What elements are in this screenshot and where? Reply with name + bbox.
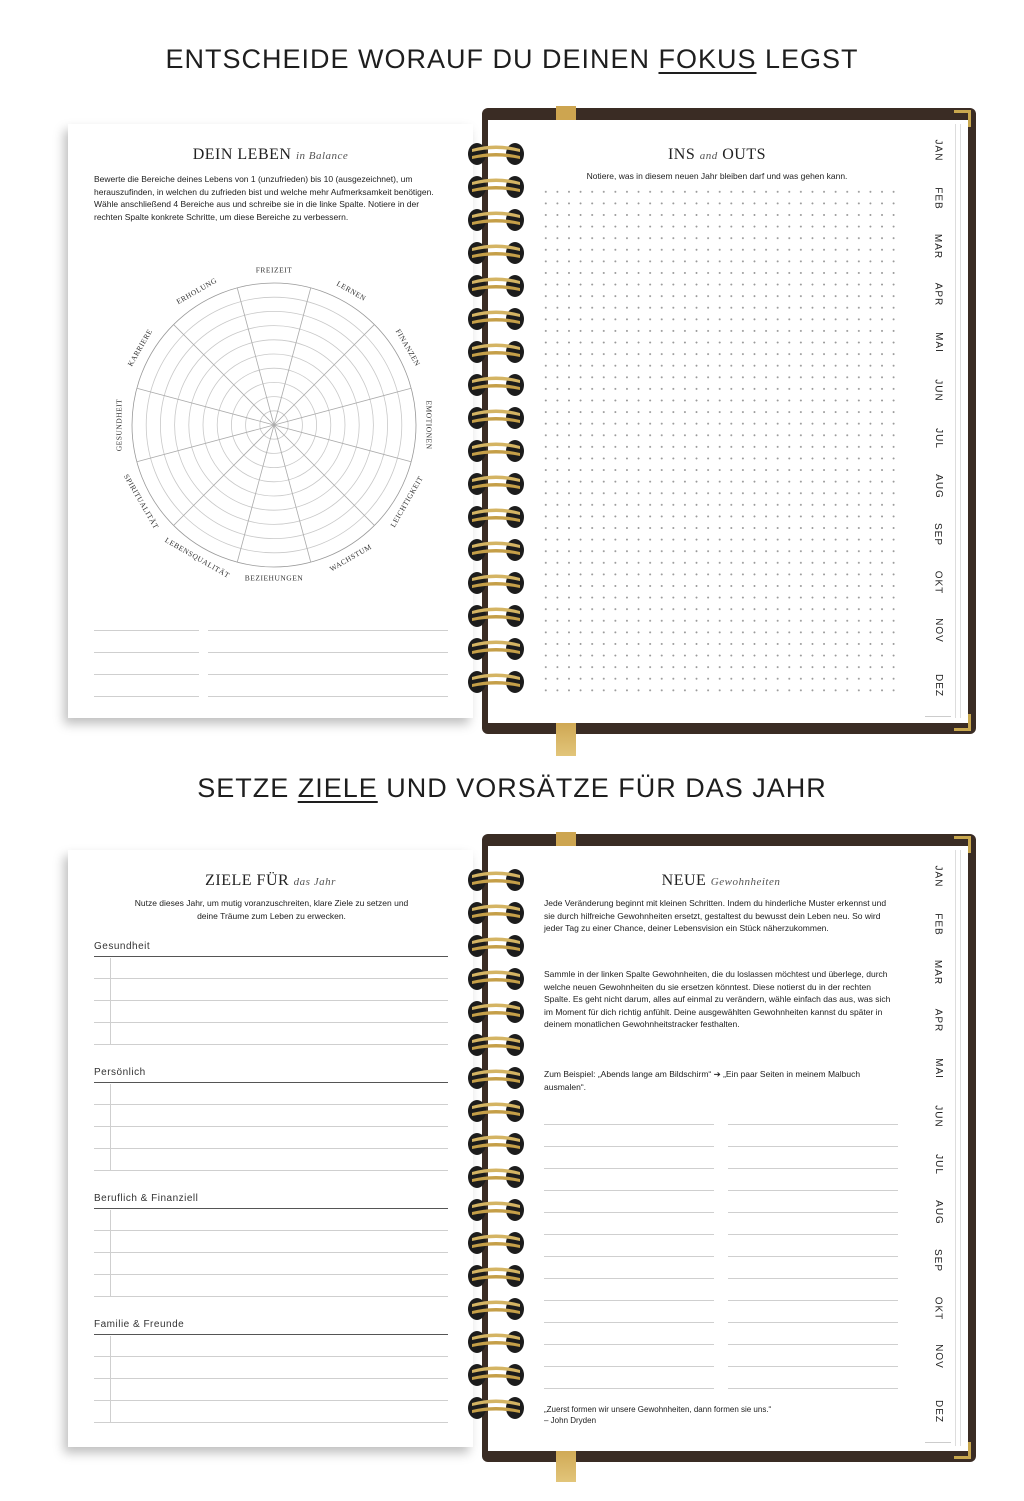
heading-focus-emphasis: FOKUS [658, 44, 757, 74]
heading-focus-after: LEGST [756, 44, 859, 74]
ribbon-bottom [556, 1446, 576, 1482]
wheel-spoke [274, 425, 311, 562]
month-tab-label: JAN [932, 139, 944, 161]
month-tab[interactable] [925, 948, 951, 997]
wheel-spoke [137, 388, 274, 425]
life-balance-wheel [104, 255, 444, 595]
month-tab[interactable] [925, 222, 951, 271]
page-edge [955, 850, 956, 1446]
heading-goals-after: UND VORSÄTZE FÜR DAS JAHR [377, 773, 827, 803]
page-edge [960, 850, 961, 1446]
quote-text: „Zuerst formen wir unsere Gewohnheiten, dann formen sie uns.“ [544, 1405, 772, 1414]
title-script: Gewohnheiten [710, 876, 781, 888]
month-tab[interactable] [925, 1140, 951, 1189]
wheel-label: LEICHTIGKEIT [388, 474, 426, 529]
month-tab[interactable] [925, 1380, 951, 1443]
month-tab[interactable] [925, 1332, 951, 1381]
month-tab[interactable] [925, 414, 951, 463]
month-tab[interactable] [925, 558, 951, 607]
title-script: in Balance [295, 150, 349, 162]
wheel-label: LEBENSQUALITÄT [163, 535, 232, 580]
title-main: ZIELE FÜR [205, 872, 290, 889]
month-tab-label: FEB [932, 912, 944, 936]
habits-paragraph-2: Sammle in der linken Spalte Gewohnheiten, die du loslassen möchtest und überlege, durch welche neuen Gewohnheiten du sie ersetzen könntest. Diese notierst du in der rechten Spalte. Es geht nicht darum, alles auf einmal zu verändern, wähle einfach das aus, was sich im Moment für dich richtig anfühlt. Deine ausgewählten Gewohnheiten kannst du später in deinem monatlichen Gewohnheitstracker festhalten. [544, 969, 891, 1029]
spiral-ring [466, 173, 526, 201]
spiral-ring [466, 338, 526, 366]
month-tab-label: AUG [932, 473, 944, 499]
month-tab-label: JUN [932, 378, 944, 402]
habits-paragraph-1: Jede Veränderung beginnt mit kleinen Schritten. Indem du hinderliche Muster erkennst und sie durch hilfreiche Gewohnheiten ersetzt, gestaltest du bewusst dein Leben neu. So wird jeder Tag zu einer Chance, deiner Lebensvision ein Stück näherzukommen. [544, 898, 887, 933]
spiral-ring [466, 1163, 526, 1191]
month-tab[interactable] [925, 1092, 951, 1141]
month-tab[interactable] [925, 270, 951, 319]
spiral-ring [466, 503, 526, 531]
spiral-ring [466, 1130, 526, 1158]
wheel-label: LERNEN [335, 278, 368, 304]
spiral-ring [466, 866, 526, 894]
month-tab-label: SEP [932, 1248, 944, 1272]
spiral-ring [466, 899, 526, 927]
spiral-ring [466, 1262, 526, 1290]
wheel-label: FREIZEIT [255, 265, 293, 275]
heading-focus-before: ENTSCHEIDE WORAUF DU DEINEN [165, 44, 659, 74]
spiral-ring [466, 404, 526, 432]
month-tab-label: NOV [932, 617, 944, 643]
page-title [68, 146, 473, 164]
spiral-ring [466, 965, 526, 993]
spiral-ring [466, 635, 526, 663]
month-tab[interactable] [925, 996, 951, 1045]
wheel-label: WACHSTUM [328, 542, 374, 574]
month-tab[interactable] [925, 510, 951, 559]
section-label-career: Beruflich & Finanziell [94, 1193, 199, 1204]
wheel-label: SPIRITUALITÄT [121, 472, 161, 531]
heading-focus [0, 44, 1024, 75]
spiral-ring [466, 1361, 526, 1389]
instruction-text: Bewerte die Bereiche deines Lebens von 1 (unzufrieden) bis 10 (ausgezeichnet), um herauszufinden, in welchen du zufrieden bist und welche mehr Aufmerksamkeit benötigen. Wähle anschließend 4 Bereiche aus und schreibe sie in die linke Spalte. Notiere in der rechten Spalte konkrete Schritte, um diese Bereiche zu verbessern. [94, 174, 434, 222]
wheel-spoke [274, 388, 411, 425]
wheel-spoke [237, 288, 274, 425]
month-tab-label: DEZ [932, 673, 944, 697]
month-tab-label: MAI [932, 331, 944, 353]
section-label-family: Familie & Freunde [94, 1319, 185, 1330]
wheel-label: FINANZEN [393, 327, 423, 368]
month-tab-label: APR [932, 282, 944, 306]
month-tab-label: JAN [932, 865, 944, 887]
spiral-ring [466, 569, 526, 597]
month-tab-label: MAR [932, 959, 944, 985]
month-tab[interactable] [925, 606, 951, 655]
spiral-ring [466, 1031, 526, 1059]
spiral-ring [466, 1394, 526, 1422]
title-main: DEIN LEBEN [192, 146, 292, 163]
heading-goals [0, 773, 1024, 804]
right-page-habits [488, 846, 968, 1451]
month-tab[interactable] [925, 1044, 951, 1093]
section-rule [94, 1334, 448, 1335]
quote-author: – John Dryden [544, 1416, 597, 1425]
wheel-label: BEZIEHUNGEN [244, 573, 304, 583]
month-tab[interactable] [925, 1236, 951, 1285]
month-tab[interactable] [925, 462, 951, 511]
title-end: OUTS [722, 146, 767, 163]
spiral-ring [466, 437, 526, 465]
page-title [532, 146, 902, 164]
spiral-ring [466, 668, 526, 696]
wheel-label: KARRIERE [125, 327, 155, 368]
month-tab-label: JUL [932, 427, 944, 449]
section-rule [94, 1082, 448, 1083]
wheel-spoke [274, 288, 311, 425]
wheel-spoke [237, 425, 274, 562]
month-tab[interactable] [925, 900, 951, 949]
quote [544, 1404, 896, 1426]
month-tab-label: OKT [932, 1296, 944, 1320]
month-tab-label: AUG [932, 1199, 944, 1225]
page-title [68, 872, 473, 890]
spiral-ring [466, 470, 526, 498]
dot-grid[interactable] [540, 186, 902, 698]
spiral-ring [466, 1229, 526, 1257]
month-tab-label: NOV [932, 1343, 944, 1369]
month-tab-label: MAR [932, 233, 944, 259]
spiral-ring [466, 998, 526, 1026]
wheel-label: ERHOLUNG [174, 275, 219, 307]
spiral-ring [466, 371, 526, 399]
title-main: INS [667, 146, 696, 163]
spiral-ring [466, 602, 526, 630]
wheel-spoke [137, 425, 274, 462]
spiral-ring [466, 932, 526, 960]
section-rule [94, 956, 448, 957]
spiral-ring [466, 536, 526, 564]
title-script: and [699, 150, 718, 162]
month-tab[interactable] [925, 1188, 951, 1237]
spiral-ring [466, 272, 526, 300]
page-edge [960, 124, 961, 718]
heading-goals-before: SETZE [197, 773, 298, 803]
section-rule [94, 1208, 448, 1209]
spiral-ring [466, 239, 526, 267]
month-tab[interactable] [925, 1284, 951, 1333]
wheel-label: GESUNDHEIT [114, 398, 124, 452]
page-edge [955, 124, 956, 718]
title-script: das Jahr [293, 876, 336, 888]
month-tab-label: JUN [932, 1104, 944, 1128]
page-title [540, 872, 902, 890]
habits-example: Zum Beispiel: „Abends lange am Bildschirm“ ➔ „Ein paar Seiten in meinem Malbuch ausmalen“. [544, 1069, 861, 1092]
spiral-ring [466, 1295, 526, 1323]
spiral-ring [466, 1328, 526, 1356]
spiral-ring [466, 1196, 526, 1224]
month-tab-label: MAI [932, 1057, 944, 1079]
month-tab[interactable] [925, 852, 951, 901]
month-tab-label: APR [932, 1008, 944, 1032]
month-tab[interactable] [925, 654, 951, 717]
month-tab-label: JUL [932, 1153, 944, 1175]
section-label-personal: Persönlich [94, 1067, 146, 1078]
heading-goals-emphasis: ZIELE [297, 773, 378, 803]
page-subtitle: Nutze dieses Jahr, um mutig voranzuschreiten, klare Ziele zu setzen und deine Träume zum Leben zu erwecken. [134, 898, 409, 921]
spiral-ring [466, 1097, 526, 1125]
month-tab[interactable] [925, 126, 951, 175]
wheel-spoke [274, 425, 411, 462]
month-tab[interactable] [925, 366, 951, 415]
month-tab[interactable] [925, 174, 951, 223]
month-tab[interactable] [925, 318, 951, 367]
ribbon-bottom [556, 720, 576, 756]
section-label-health: Gesundheit [94, 941, 151, 952]
month-tab-label: SEP [932, 522, 944, 546]
spiral-ring [466, 140, 526, 168]
title-main: NEUE [661, 872, 707, 889]
spiral-ring [466, 1064, 526, 1092]
month-tab-label: OKT [932, 570, 944, 594]
month-tab-label: FEB [932, 186, 944, 210]
spiral-ring [466, 206, 526, 234]
spiral-ring [466, 305, 526, 333]
month-tab-label: DEZ [932, 1399, 944, 1423]
wheel-label: EMOTIONEN [424, 400, 434, 450]
page-subtitle: Notiere, was in diesem neuen Jahr bleiben darf und was gehen kann. [586, 171, 848, 181]
